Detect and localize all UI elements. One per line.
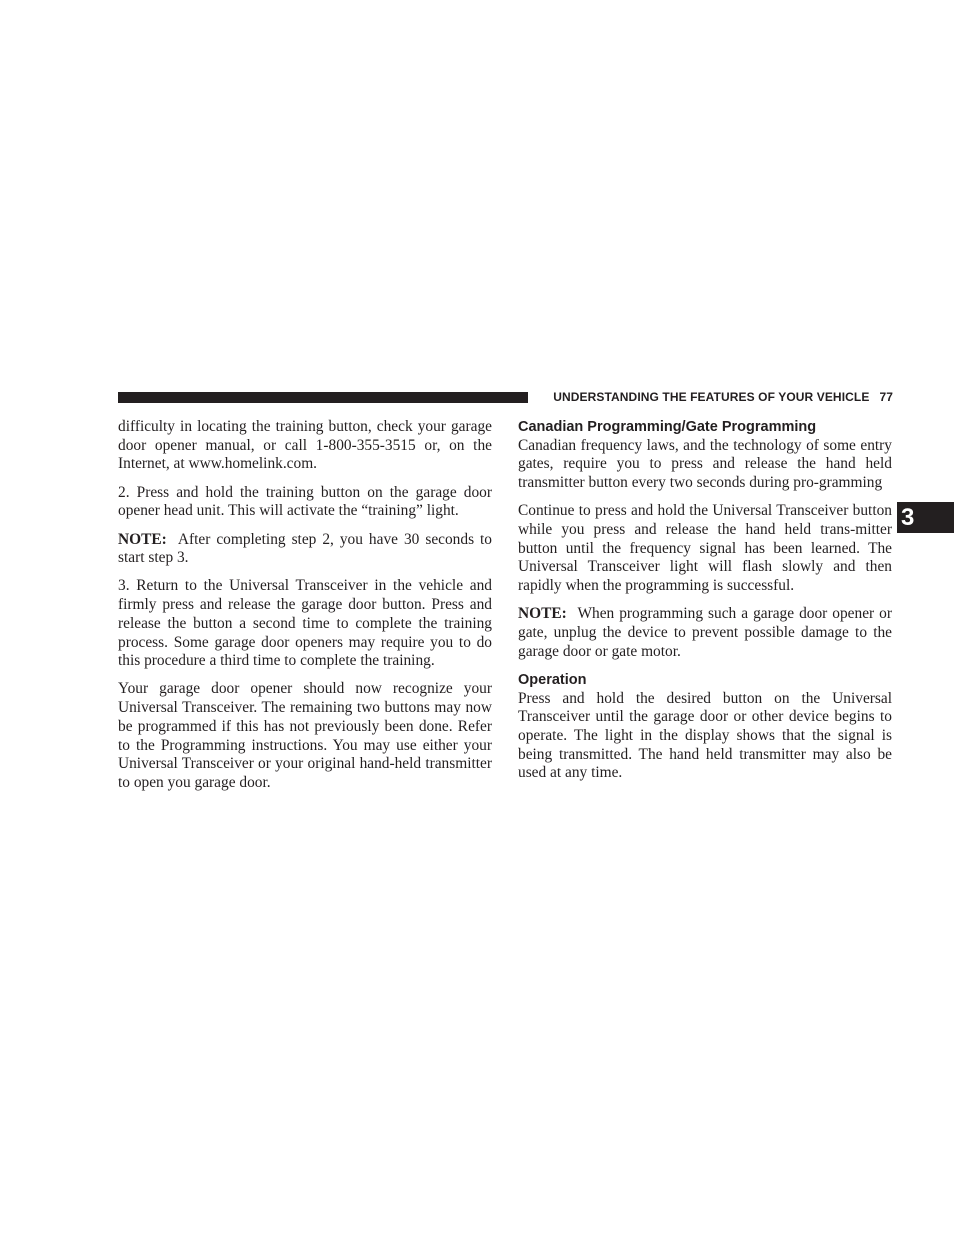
paragraph-operation: Press and hold the desired button on the Universal Transceiver until the garage door or other device begins to operate. The light in the display shows that the signal is being transmitted. The hand held transmitter may also be used at any time.	[518, 689, 892, 782]
note-label: NOTE:	[518, 605, 567, 623]
note-step-2	[118, 531, 492, 568]
paragraph-continue-press: Continue to press and hold the Universal Transceiver button while you press and release the hand held trans-mitter button until the frequency signal has been learned. The Universal Transceiver light will flash slowly and then rapidly when the programming is successful.	[518, 502, 892, 595]
paragraph-canadian-laws: Canadian frequency laws, and the technology of some entry gates, require you to press and release the hand held transmitter button every two seconds during pro-gramming	[518, 436, 892, 492]
heading-operation: Operation	[518, 671, 587, 688]
header-rule	[118, 392, 528, 403]
note-text: After completing step 2, you have 30 seconds to start step 3.	[118, 530, 493, 567]
page-number: 77	[879, 390, 893, 404]
section-title: UNDERSTANDING THE FEATURES OF YOUR VEHICLE	[553, 390, 870, 404]
note-gate	[518, 605, 892, 661]
step-2: 2. Press and hold the training button on the garage door opener head unit. This will activate the “training” light.	[118, 483, 492, 520]
note-label: NOTE:	[118, 530, 167, 548]
step-3: 3. Return to the Universal Transceiver in the vehicle and firmly press and release the garage door button. Press and release the button a second time to complete the training process. Some garage door openers may require you to do this procedure a third time to complete the training.	[118, 577, 492, 670]
running-header	[538, 390, 893, 404]
chapter-tab: 3	[897, 502, 954, 533]
right-column	[518, 418, 892, 793]
heading-canadian-programming: Canadian Programming/Gate Programming	[518, 419, 817, 435]
paragraph-recognize: Your garage door opener should now recognize your Universal Transceiver. The remaining two buttons may now be programmed if this has not previously been done. Refer to the Programming instructions. You may use either your Universal Transceiver or your original hand-held transmitter to open you garage door.	[118, 680, 492, 791]
left-column	[118, 418, 492, 802]
note-text: When programming such a garage door opener or gate, unplug the device to prevent possible damage to the garage door or gate motor.	[518, 605, 892, 660]
paragraph-continued: difficulty in locating the training button, check your garage door opener manual, or call 1-800-355-3515 or, on the Internet, at www.homelink.com.	[118, 418, 492, 473]
